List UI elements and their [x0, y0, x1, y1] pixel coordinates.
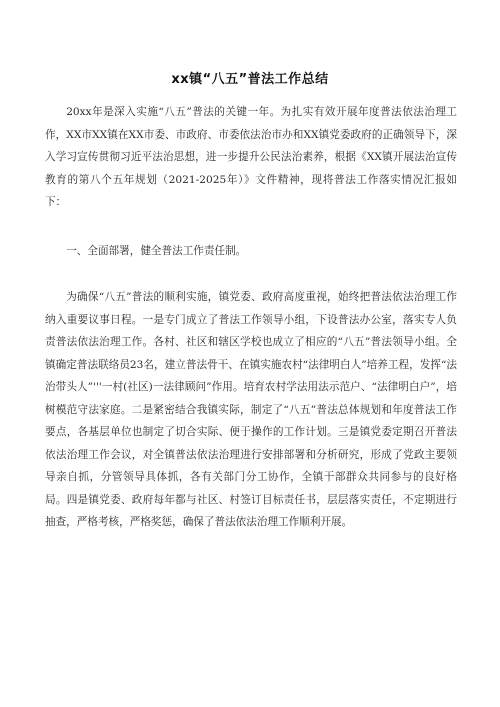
- section-paragraph: 为确保“八五”普法的顺利实施，镇党委、政府高度重视，始终把普法依法治理工作纳入重要议事日程。一是专门成立了普法工作领导小组，下设普法办公室，落实专人负责普法依法治理工作。各村、社区和辖区学校也成立了相应的“八五”普法领导小组。全镇确定普法联络员23名，建立普法骨干、在镇实施农村“法律明白人”培养工程，发挥“法治带头人”'''一村(社区)一法律顾问”作用。培育农村学法用法示范户、“法律明白户”，培树模范守法家庭。二是紧密结合我镇实际，制定了“八五”普法总体规划和年度普法工作要点，各基层单位也制定了切合实际、便于操作的工作计划。三是镇党委定期召开普法依法治理工作会议，对全镇普法依法治理进行安排部署和分析研究，形成了党政主要领导亲自抓，分管领导具体抓，各有关部门分工协作，全镇干部群众共同参与的良好格局。四是镇党委、政府每年都与社区、村签订目标责任书，层层落实责任，不定期进行抽查，严格考核，严格奖惩，确保了普法依法治理工作顺利开展。: [45, 291, 457, 528]
- intro-paragraph: 20xx年是深入实施“八五”普法的关键一年。为扎实有效开展年度普法依法治理工作，XX市XX镇在XX市委、市政府、市委依法治市办和XX镇党委政府的正确领导下，深入学习宣传贯彻习近平法治思想，进一步提升公民法治素养，根据《XX镇开展法治宣传教育的第八个五年规划（2021-2025年）》文件精神，现将普法工作落实情况汇报如下：: [45, 106, 457, 208]
- section-heading: 一、全面部署，健全普法工作责任制。: [66, 245, 247, 257]
- document-title: xx镇“八五”普法工作总结: [171, 72, 329, 87]
